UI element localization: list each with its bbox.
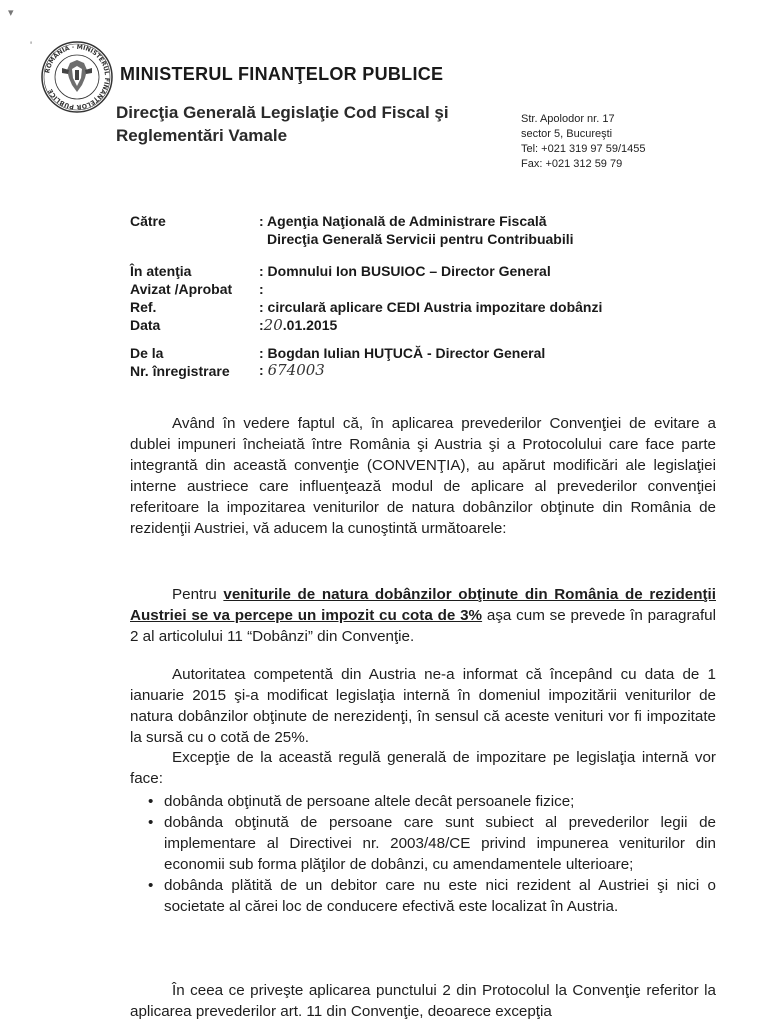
catre-value-line2: Direcţia Generală Servicii pentru Contribuabili	[267, 231, 574, 247]
dela-value: : Bogdan Iulian HUŢUCĂ - Director General	[259, 345, 546, 361]
address-phone: Tel: +021 319 97 59/1455	[521, 143, 646, 155]
paragraph-exceptions	[130, 747, 716, 789]
handwritten-registration-number: 674003	[267, 361, 325, 379]
directorate-name	[116, 101, 449, 147]
list-item: • dobânda obţinută de persoane care sunt subiect al prevederilor legii de implementare al Directivei nr. 2003/48/CE privind impunerea veniturilor din economii sub forma plăţilor de dobânzi, cu amendamentele ulterioare;	[148, 814, 716, 873]
paragraph-austria-change-text: Autoritatea competentă din Austria ne-a informat că începând cu data de 1 ianuarie 2015 şi-a modificat legislaţia internă în domeniul impozitării veniturilor de natura dobânzilor obţinute de nerezidenţi, în sensul că aceste venituri vor fi impozitate la sursă cu o cotă de 25%.	[130, 666, 716, 746]
ref-label: Ref.	[130, 299, 157, 315]
paragraph-austria-change	[130, 664, 716, 748]
catre-label: Către	[130, 213, 166, 229]
scan-mark: '	[30, 40, 33, 52]
contact-address	[521, 112, 645, 172]
paragraph-intro	[130, 413, 716, 539]
data-rest: .01.2015	[282, 317, 338, 333]
nr-value	[259, 362, 325, 379]
address-sector: sector 5, Bucureşti	[521, 128, 613, 140]
paragraph-intro-text: Având în vedere faptul că, în aplicarea prevederilor Convenţiei de evitare a dublei impuneri încheiată între România şi Austria şi a Protocolului care face parte integrantă din această convenţie (CONVENŢIA), au apărut modificări ale legislaţiei interne austriece care influenţează modul de aplicare al prevederilor convenţiei referitoare la impozitarea veniturilor de natura dobânzilor obţinute din România de rezidenţii Austriei, vă aducem la cunoştintă următoarele:	[130, 415, 716, 537]
scan-mark: ▾	[8, 7, 14, 19]
data-prefix: :	[259, 317, 264, 333]
paragraph-tax-rate-end: aşa cum se prevede în paragraful 2 al articolului 11 “Dobânzi” din Convenţie.	[130, 607, 717, 645]
seal-text: ROMÂNIA · MINISTERUL FINANŢELOR PUBLICE	[44, 43, 111, 111]
list-item: • dobânda obţinută de persoane altele decât persoanele fizice;	[148, 793, 575, 810]
address-street: Str. Apolodor nr. 17	[521, 113, 615, 125]
list-item: • dobânda plătită de un debitor care nu este nici rezident al Austriei şi nici o societate al cărei loc de conducere efectivă este localizat în Austria.	[148, 877, 716, 915]
directorate-line: Direcţia Generală Legislaţie Cod Fiscal şi	[116, 103, 449, 122]
exceptions-list	[130, 791, 716, 917]
data-label: Data	[130, 317, 161, 333]
avizat-value: :	[259, 281, 264, 297]
list-item-text: dobânda obţinută de persoane altele decât persoanele fizice;	[164, 793, 575, 810]
paragraph-exceptions-text: Excepţie de la această regulă generală de impozitare pe legislaţia internă vor face:	[130, 749, 716, 787]
directorate-line: Reglementări Vamale	[116, 126, 288, 145]
data-value	[259, 317, 337, 334]
emphasized-tax-rate: veniturile de natura dobânzilor obţinute din România de rezidenţii Austriei se va percepe un impozit cu cota de 3%	[130, 586, 716, 624]
atentia-value: : Domnului Ion BUSUIOC – Director General	[259, 263, 551, 279]
atentia-label: În atenţia	[130, 263, 192, 279]
ministry-seal-icon	[40, 40, 114, 114]
paragraph-tax-rate-start: Pentru	[172, 586, 224, 603]
handwritten-day: 20	[263, 316, 283, 334]
address-fax: Fax: +021 312 59 79	[521, 158, 623, 170]
ministry-name: MINISTERUL FINANŢELOR PUBLICE	[120, 64, 444, 84]
avizat-label: Avizat /Aprobat	[130, 281, 233, 297]
paragraph-protocol-text: În ceea ce priveşte aplicarea punctului 2 din Protocolul la Convenţie referitor la aplicarea prevederilor art. 11 din Convenţie, deoarece excepţia	[130, 982, 716, 1020]
nr-label: Nr. înregistrare	[130, 363, 230, 379]
paragraph-protocol	[130, 980, 716, 1022]
list-item-text: dobânda obţinută de persoane care sunt subiect al prevederilor legii de implementare al Directivei nr. 2003/48/CE privind impunerea veniturilor din economii sub forma plăţilor de dobânzi, cu amendamentele ulterioare;	[164, 814, 716, 873]
catre-value: : Agenţia Naţională de Administrare Fiscală	[259, 213, 547, 229]
paragraph-tax-rate	[130, 584, 716, 647]
nr-prefix: :	[259, 362, 264, 378]
dela-label: De la	[130, 345, 164, 361]
ref-value: : circulară aplicare CEDI Austria impozitare dobânzi	[259, 299, 603, 315]
list-item-text: dobânda plătită de un debitor care nu este nici rezident al Austriei şi nici o societate al cărei loc de conducere efectivă este localizat în Austria.	[164, 877, 716, 915]
